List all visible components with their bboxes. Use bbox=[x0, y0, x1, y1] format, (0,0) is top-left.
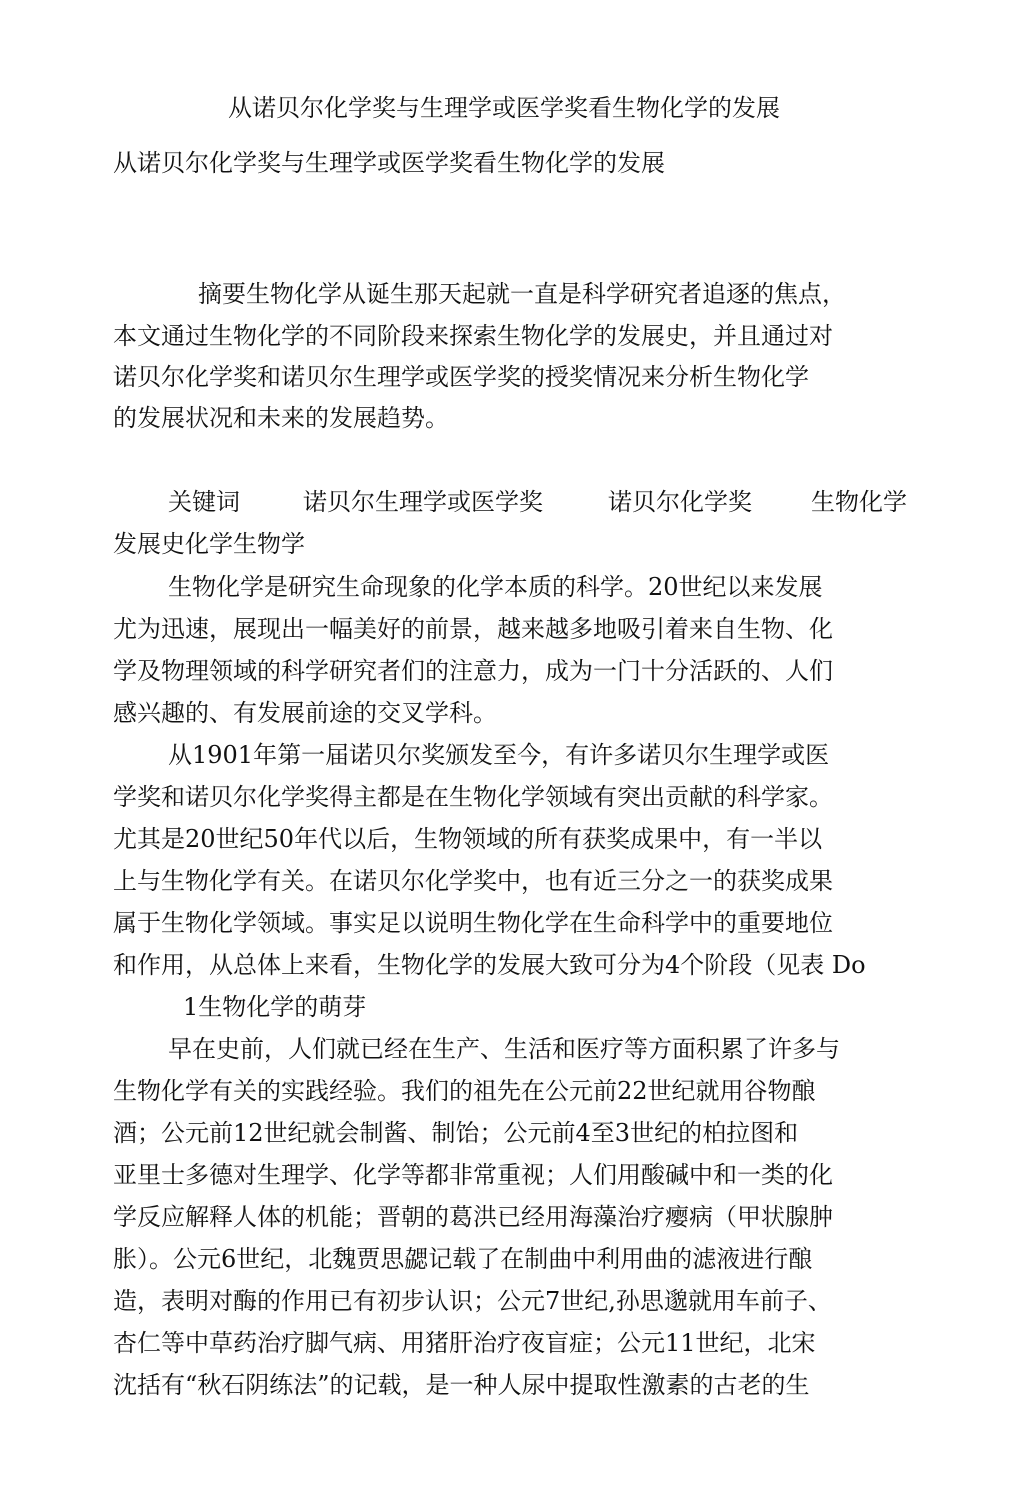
abstract-line: 的发展状况和未来的发展趋势。 bbox=[113, 404, 449, 432]
paragraph-line: 尤其是20世纪50年代以后，生物领域的所有获奖成果中，有一半以 bbox=[113, 825, 823, 853]
paragraph-line: 酒；公元前12世纪就会制酱、制饴；公元前4至3世纪的柏拉图和 bbox=[113, 1119, 799, 1147]
section-heading: 1生物化学的萌芽 bbox=[183, 993, 367, 1021]
paragraph-line: 和作用，从总体上来看，生物化学的发展大致可分为4个阶段（见表 Do bbox=[113, 951, 866, 979]
keyword-item: 诺贝尔生理学或医学奖 bbox=[303, 488, 543, 516]
paragraph-line: 沈括有“秋石阴练法”的记载，是一种人尿中提取性激素的古老的生 bbox=[113, 1371, 810, 1399]
keywords-continued: 发展史化学生物学 bbox=[113, 530, 305, 558]
paragraph-line: 胀）。公元6世纪，北魏贾思勰记载了在制曲中利用曲的滤液进行酿 bbox=[113, 1245, 813, 1273]
paragraph-line: 学奖和诺贝尔化学奖得主都是在生物化学领域有突出贡献的科学家。 bbox=[113, 783, 833, 811]
paragraph-line: 学反应解释人体的机能；晋朝的葛洪已经用海藻治疗瘿病（甲状腺肿 bbox=[113, 1203, 833, 1231]
paragraph-line: 造，表明对酶的作用已有初步认识；公元7世纪,孙思邈就用车前子、 bbox=[113, 1287, 832, 1315]
keywords-row bbox=[113, 487, 913, 517]
abstract-line: 摘要生物化学从诞生那天起就一直是科学研究者追逐的焦点， bbox=[198, 280, 846, 308]
abstract-line: 诺贝尔化学奖和诺贝尔生理学或医学奖的授奖情况来分析生物化学 bbox=[113, 363, 809, 391]
keyword-item: 生物化学 bbox=[811, 488, 907, 516]
paragraph-line: 从1901年第一届诺贝尔奖颁发至今，有许多诺贝尔生理学或医 bbox=[168, 741, 830, 769]
abstract-line: 本文通过生物化学的不同阶段来探索生物化学的发展史，并且通过对 bbox=[113, 322, 833, 350]
paragraph-line: 杏仁等中草药治疗脚气病、用猪肝治疗夜盲症；公元11世纪，北宋 bbox=[113, 1329, 816, 1357]
document-title: 从诺贝尔化学奖与生理学或医学奖看生物化学的发展 bbox=[228, 94, 780, 122]
paragraph-line: 上与生物化学有关。在诺贝尔化学奖中，也有近三分之一的获奖成果 bbox=[113, 867, 833, 895]
paragraph-line: 感兴趣的、有发展前途的交叉学科。 bbox=[113, 699, 497, 727]
paragraph-line: 生物化学有关的实践经验。我们的祖先在公元前22世纪就用谷物酿 bbox=[113, 1077, 816, 1105]
keywords-label: 关键词 bbox=[168, 488, 240, 516]
paragraph-line: 属于生物化学领域。事实足以说明生物化学在生命科学中的重要地位 bbox=[113, 909, 833, 937]
document-subtitle: 从诺贝尔化学奖与生理学或医学奖看生物化学的发展 bbox=[113, 149, 665, 177]
paragraph-line: 尤为迅速，展现出一幅美好的前景，越来越多地吸引着来自生物、化 bbox=[113, 615, 833, 643]
paragraph-line: 早在史前，人们就已经在生产、生活和医疗等方面积累了许多与 bbox=[168, 1035, 840, 1063]
paragraph-line: 学及物理领域的科学研究者们的注意力，成为一门十分活跃的、人们 bbox=[113, 657, 833, 685]
paragraph-line: 亚里士多德对生理学、化学等都非常重视；人们用酸碱中和一类的化 bbox=[113, 1161, 833, 1189]
keyword-item: 诺贝尔化学奖 bbox=[608, 488, 752, 516]
paragraph-line: 生物化学是研究生命现象的化学本质的科学。20世纪以来发展 bbox=[168, 573, 823, 601]
